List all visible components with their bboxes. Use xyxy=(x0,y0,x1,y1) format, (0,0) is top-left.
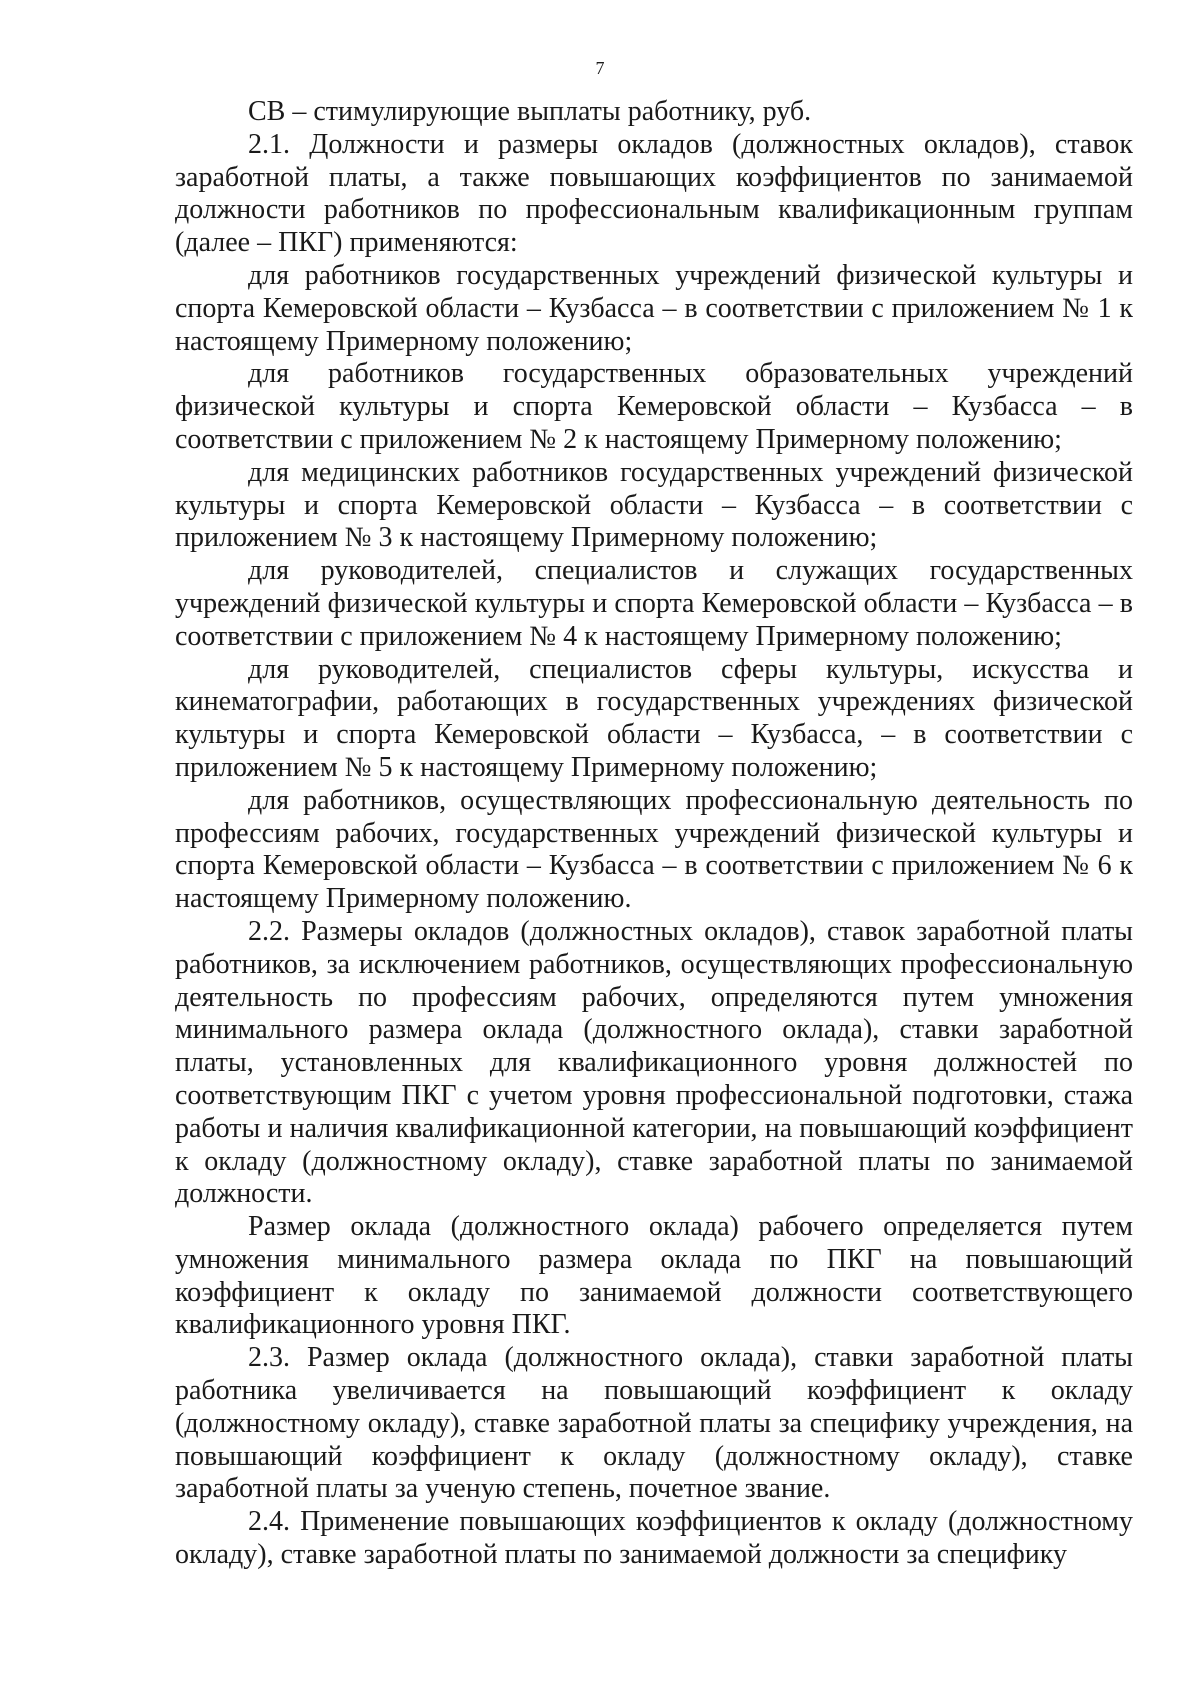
paragraph-sv-definition: СВ – стимулирующие выплаты работнику, руб. xyxy=(248,96,812,127)
paragraph-appendix-3: для медицинских работников государственных учреждений физической культуры и спорта Кемеровской области – Кузбасса – в соответствии с приложением № 3 к настоящему Примерному положению; xyxy=(175,456,1133,554)
document-body xyxy=(175,96,1133,1572)
paragraph-worker-salary: Размер оклада (должностного оклада) рабочего определяется путем умножения минимального размера оклада по ПКГ на повышающий коэффициент к окладу по занимаемой должности соответствующего квалификационного уровня ПКГ. xyxy=(175,1211,1133,1341)
paragraph-2-2: 2.2. Размеры окладов (должностных окладов), ставок заработной платы работников, за исключением работников, осуществляющих профессиональную деятельность по профессиям рабочих, определяются путем умножения минимального размера оклада (должностного оклада), ставки заработной платы, установленных для квалификационного уровня должностей по соответствующим ПКГ с учетом уровня профессиональной подготовки, стажа работы и наличия квалификационной категории, на повышающий коэффициент к окладу (должностному окладу), ставке заработной платы по занимаемой должности. xyxy=(175,915,1133,1210)
paragraph-appendix-4: для руководителей, специалистов и служащих государственных учреждений физической культуры и спорта Кемеровской области – Кузбасса – в соответствии с приложением № 4 к настоящему Примерному положению; xyxy=(175,555,1133,652)
paragraph-appendix-5: для руководителей, специалистов сферы культуры, искусства и кинематографии, работающих в государственных учреждениях физической культуры и спорта Кемеровской области – Кузбасса, – в соответствии с приложением № 5 к настоящему Примерному положению; xyxy=(175,653,1133,783)
paragraph-appendix-1: для работников государственных учреждений физической культуры и спорта Кемеровской области – Кузбасса – в соответствии с приложением № 1 к настоящему Примерному положению; xyxy=(175,259,1133,357)
paragraph-2-1: 2.1. Должности и размеры окладов (должностных окладов), ставок заработной платы, а также повышающих коэффициентов по занимаемой должности работников по профессиональным квалификационным группам (далее – ПКГ) применяются: xyxy=(175,128,1133,259)
paragraph-2-3: 2.3. Размер оклада (должностного оклада), ставки заработной платы работника увеличивается на повышающий коэффициент к окладу (должностному окладу), ставке заработной платы за специфику учреждения, на повышающий коэффициент к окладу (должностному окладу), ставке заработной платы за ученую степень, почетное звание. xyxy=(175,1342,1133,1505)
page-number: 7 xyxy=(595,58,605,78)
paragraph-2-4: 2.4. Применение повышающих коэффициентов к окладу (должностному окладу), ставке заработной платы по занимаемой должности за специфику xyxy=(175,1506,1133,1571)
paragraph-appendix-6: для работников, осуществляющих профессиональную деятельность по профессиям рабочих, государственных учреждений физической культуры и спорта Кемеровской области – Кузбасса – в соответствии с приложением № 6 к настоящему Примерному положению. xyxy=(175,784,1133,915)
paragraph-appendix-2: для работников государственных образовательных учреждений физической культуры и спорта Кемеровской области – Кузбасса – в соответствии с приложением № 2 к настоящему Примерному положению; xyxy=(175,358,1133,455)
